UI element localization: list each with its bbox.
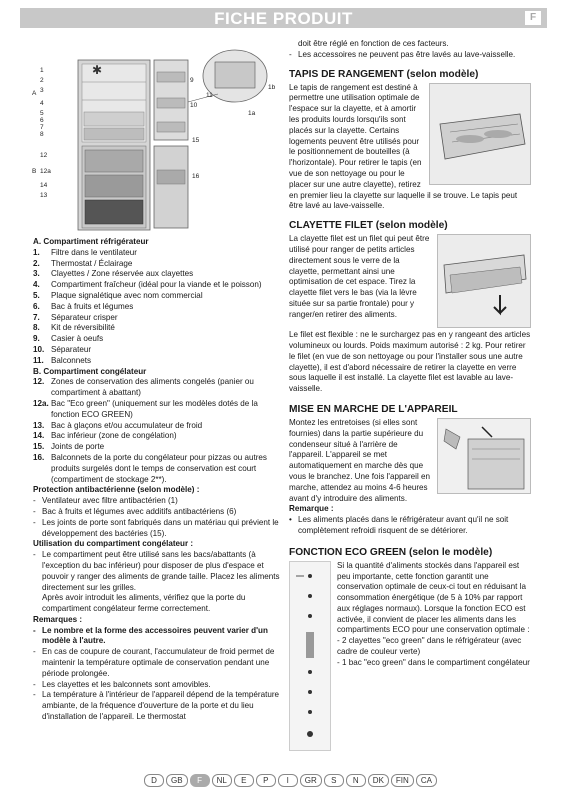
legend-text: Séparateur crisper bbox=[51, 312, 118, 322]
list-item: - En cas de coupure de courant, l'accumulateur de froid permet de maintenir la température optimale de conservation pendant une période prolongée. bbox=[33, 647, 275, 678]
diagram-label: 4 bbox=[40, 100, 44, 107]
language-gr[interactable]: GR bbox=[300, 774, 322, 787]
list-item: - Bac à fruits et légumes avec additifs antibactériens (6) bbox=[33, 506, 237, 516]
net-shelf-illustration bbox=[437, 234, 531, 328]
legend-number: 12a. bbox=[33, 398, 49, 408]
legend-number: 8. bbox=[33, 323, 40, 333]
continued-item: - Les accessoires ne peuvent pas être lavés au lave-vaisselle. bbox=[289, 49, 516, 59]
legend-number: 15. bbox=[33, 442, 45, 452]
legend-text: Plaque signalétique avec nom commercial bbox=[51, 290, 203, 300]
diagram-label: 11 bbox=[206, 92, 213, 99]
language-d[interactable]: D bbox=[144, 774, 164, 787]
page-header bbox=[20, 8, 547, 28]
legend-number: 10. bbox=[33, 344, 45, 354]
legend-number: 14. bbox=[33, 431, 45, 441]
left-column bbox=[33, 237, 280, 723]
eco-text: Si la quantité d'aliments stockés dans l'appareil est peu importante, cette fonction garantit une conservation optimale de ceux-ci tout en réduisant la consommation énergétique (de 5 à 10% par rapport aux réglages normaux). Lorsque la fonction ECO est activée, il convient de placer les aliments dans les compartiments ECO pour une conservation optimale : bbox=[337, 560, 530, 635]
section-b-title: B. Compartiment congélateur bbox=[33, 366, 147, 376]
diagram-label: 16 bbox=[192, 173, 200, 180]
marche-remark-title: Remarque : bbox=[289, 504, 334, 514]
legend-item bbox=[33, 259, 280, 270]
legend-number: 13. bbox=[33, 420, 45, 430]
legend-number: 4. bbox=[33, 280, 40, 290]
diagram-label: 5 bbox=[40, 110, 44, 117]
legend-number: 16. bbox=[33, 452, 45, 462]
legend-text: Compartiment fraîcheur (idéal pour la viande et le poisson) bbox=[51, 280, 262, 290]
diagram-label: 7 bbox=[40, 124, 44, 131]
legend-text: Bac à fruits et légumes bbox=[51, 301, 134, 311]
legend-number: 12. bbox=[33, 377, 45, 387]
diagram-label: 1a bbox=[248, 110, 256, 117]
legend-text: Kit de réversibilité bbox=[51, 323, 115, 333]
legend-text: Balconnets de la porte du congélateur pour pizzas ou autres produits surgelés dont le temps de conservation est court (compartiment de stockage 2**). bbox=[51, 452, 267, 484]
language-fin[interactable]: FIN bbox=[391, 774, 414, 787]
diagram-label: 6 bbox=[40, 117, 44, 124]
legend-text: Clayettes / Zone réservée aux clayettes bbox=[51, 269, 194, 279]
legend-item bbox=[33, 399, 280, 421]
diagram-label: 12a bbox=[40, 168, 51, 175]
language-selector bbox=[144, 774, 437, 787]
legend-text: Balconnets bbox=[51, 355, 92, 365]
diagram-label: 12 bbox=[40, 152, 48, 159]
legend-item bbox=[33, 248, 280, 259]
list-item: - La température à l'intérieur de l'appareil dépend de la température ambiante, de la fréquence d'ouverture de la porte et du lieu d'installation de l'appareil. Le thermostat bbox=[33, 690, 280, 722]
legend-item bbox=[33, 377, 280, 399]
usage-title: Utilisation du compartiment congélateur : bbox=[33, 539, 194, 549]
legend-item bbox=[33, 442, 280, 453]
legend-text: Bac inférieur (zone de congélation) bbox=[51, 431, 177, 441]
language-nl[interactable]: NL bbox=[212, 774, 232, 787]
diagram-label: 9 bbox=[190, 77, 194, 84]
legend-item bbox=[33, 313, 280, 324]
section-a-title: A. Compartiment réfrigérateur bbox=[33, 237, 149, 246]
diagram-label-a: A bbox=[32, 90, 37, 97]
legend-item bbox=[33, 269, 280, 280]
diagram-label: 13 bbox=[40, 192, 48, 199]
legend-item bbox=[33, 334, 280, 345]
legend-text: Zones de conservation des aliments congelés (panier ou compartiment à abattant) bbox=[51, 377, 254, 398]
language-i[interactable]: I bbox=[278, 774, 298, 787]
language-e[interactable]: E bbox=[234, 774, 254, 787]
marche-remark: • Les aliments placés dans le réfrigérateur avant qu'il ne soit complètement refroidi risquent de se détériorer. bbox=[289, 515, 509, 535]
list-item: - Les clayettes et les balconnets sont amovibles. bbox=[33, 679, 211, 689]
language-dk[interactable]: DK bbox=[368, 774, 389, 787]
legend-item bbox=[33, 302, 280, 313]
legend-number: 6. bbox=[33, 301, 40, 311]
diagram-label: 8 bbox=[40, 131, 44, 138]
antibac-title: Protection antibactérienne (selon modèle) : bbox=[33, 485, 200, 495]
diagram-label: 10 bbox=[190, 102, 198, 109]
legend-text: Thermostat / Éclairage bbox=[51, 258, 133, 268]
usage-after-text: Après avoir introduit les aliments, vérifiez que la porte du compartiment congélateur ferme correctement. bbox=[42, 593, 246, 614]
continued-text: doit être réglé en fonction de ces facteurs. bbox=[298, 39, 449, 48]
legend-number: 1. bbox=[33, 247, 40, 257]
language-f[interactable]: F bbox=[190, 774, 210, 787]
legend-number: 5. bbox=[33, 290, 40, 300]
legend-text: Bac "Eco green" (uniquement sur les modèles dotés de la fonction ECO GREEN) bbox=[51, 398, 258, 419]
filet-title: CLAYETTE FILET (selon modèle) bbox=[289, 220, 448, 232]
legend-item bbox=[33, 323, 280, 334]
language-gb[interactable]: GB bbox=[166, 774, 188, 787]
page-title: FICHE PRODUIT bbox=[214, 9, 353, 28]
remarks-bold-item: - Le nombre et la forme des accessoires peuvent varier d'un modèle à l'autre. bbox=[33, 625, 268, 646]
diagram-label: 15 bbox=[192, 137, 200, 144]
filet-text: La clayette filet est un filet qui peut être utilisé pour ranger de petits articles directement sous le verre de la clayette, permettant ainsi une optimisation de cet espace. Tirez la clayette filet vers le bas (via la lèvre située sur sa partie frontale) pour y ranger/en retirer des aliments. bbox=[289, 234, 430, 319]
language-tag: F bbox=[525, 11, 541, 25]
list-item: - Ventilateur avec filtre antibactérien (1) bbox=[33, 496, 178, 506]
legend-number: 9. bbox=[33, 334, 40, 344]
legend-item bbox=[33, 431, 280, 442]
language-s[interactable]: S bbox=[324, 774, 344, 787]
legend-item bbox=[33, 280, 280, 291]
legend-item bbox=[33, 421, 280, 432]
storage-mat-illustration bbox=[429, 83, 531, 185]
legend-text: Bac à glaçons et/ou accumulateur de froid bbox=[51, 420, 203, 430]
language-n[interactable]: N bbox=[346, 774, 366, 787]
diagram-label: 1 bbox=[40, 67, 44, 74]
eco-list-item: - 1 bac "eco green" dans le compartiment congélateur bbox=[337, 657, 530, 667]
tapis-text: Le tapis de rangement est destiné à permettre une utilisation optimale de l'espace sur la clayette, et à amortir les produits lourds lorsqu'ils sont placés sur la clayette. Certains logements peuvent être utilisés pour le positionnement de bouteilles (à l'horizontale). Pour retirer le tapis (en vue de son nettoyage ou pour le placer sur une autre clayette), retirez en premier lieu la clayette sur laquelle il se trouve. Le tapis peut être lavé au lave-vaisselle. bbox=[289, 82, 518, 211]
legend-number: 11. bbox=[33, 355, 44, 365]
list-item: - Le compartiment peut être utilisé sans les bacs/abattants (à l'exception du bac inférieur) pour disposer de plus d'espace et pouvoir y ranger des aliments de grande taille. Placez les aliments directement sur les grilles. bbox=[33, 550, 280, 592]
diagram-label: 3 bbox=[40, 87, 44, 94]
legend-number: 3. bbox=[33, 269, 40, 279]
fridge-diagram bbox=[30, 42, 282, 234]
legend-number: 2. bbox=[33, 258, 40, 268]
spacer-install-illustration bbox=[437, 418, 531, 494]
legend-text: Joints de porte bbox=[51, 442, 105, 452]
legend-item bbox=[33, 291, 280, 302]
diagram-label-b: B bbox=[32, 168, 37, 175]
diagram-label: 2 bbox=[40, 77, 44, 84]
eco-control-panel-illustration bbox=[289, 561, 331, 751]
legend-text: Casier à oeufs bbox=[51, 334, 104, 344]
svg-text:✱: ✱ bbox=[92, 63, 103, 77]
legend-text: Filtre dans le ventilateur bbox=[51, 247, 137, 257]
legend-item bbox=[33, 453, 280, 485]
remarks-title: Remarques : bbox=[33, 614, 83, 624]
diagram-label: 14 bbox=[40, 182, 48, 189]
eco-list-item: - 2 clayettes "eco green" dans le réfrigérateur (avec cadre de couleur verte) bbox=[337, 636, 522, 657]
legend-item bbox=[33, 345, 280, 356]
eco-title: FONCTION ECO GREEN (selon le modèle) bbox=[289, 546, 493, 558]
legend-text: Séparateur bbox=[51, 344, 92, 354]
marche-text: Montez les entretoises (si elles sont fournies) dans la partie supérieure du condenseur situé à l'arrière de l'appareil. L'appareil se met automatiquement en marche dès que vous le branchez. Une fois l'appareil en marche, attendez au moins 4-6 heures avant d'y introduire des aliments. bbox=[289, 417, 431, 503]
language-ca[interactable]: CA bbox=[416, 774, 437, 787]
filet-text-2: Le filet est flexible : ne le surchargez pas en y rangeant des articles volumineux ou lourds. Poids maximum autorisé : 2 kg. Pour retirer le filet (en vue de son nettoyage ou pour l'installer sous une autre clayette), il est d'abord nécessaire de retirer la clayette en verre sous laquelle il est installé. La clayette filet est lavable au lave-vaisselle. bbox=[289, 330, 531, 394]
marche-title: MISE EN MARCHE DE L'APPAREIL bbox=[289, 403, 458, 415]
right-column bbox=[289, 39, 531, 751]
legend-item bbox=[33, 356, 280, 367]
list-item: - Les joints de porte sont fabriqués dans un matériau qui prévient le développement des bactéries (15). bbox=[33, 517, 279, 538]
tapis-title: TAPIS DE RANGEMENT (selon modèle) bbox=[289, 68, 479, 80]
language-p[interactable]: P bbox=[256, 774, 276, 787]
legend-number: 7. bbox=[33, 312, 40, 322]
diagram-label: 1b bbox=[268, 84, 276, 91]
fridge-illustration bbox=[30, 42, 282, 234]
